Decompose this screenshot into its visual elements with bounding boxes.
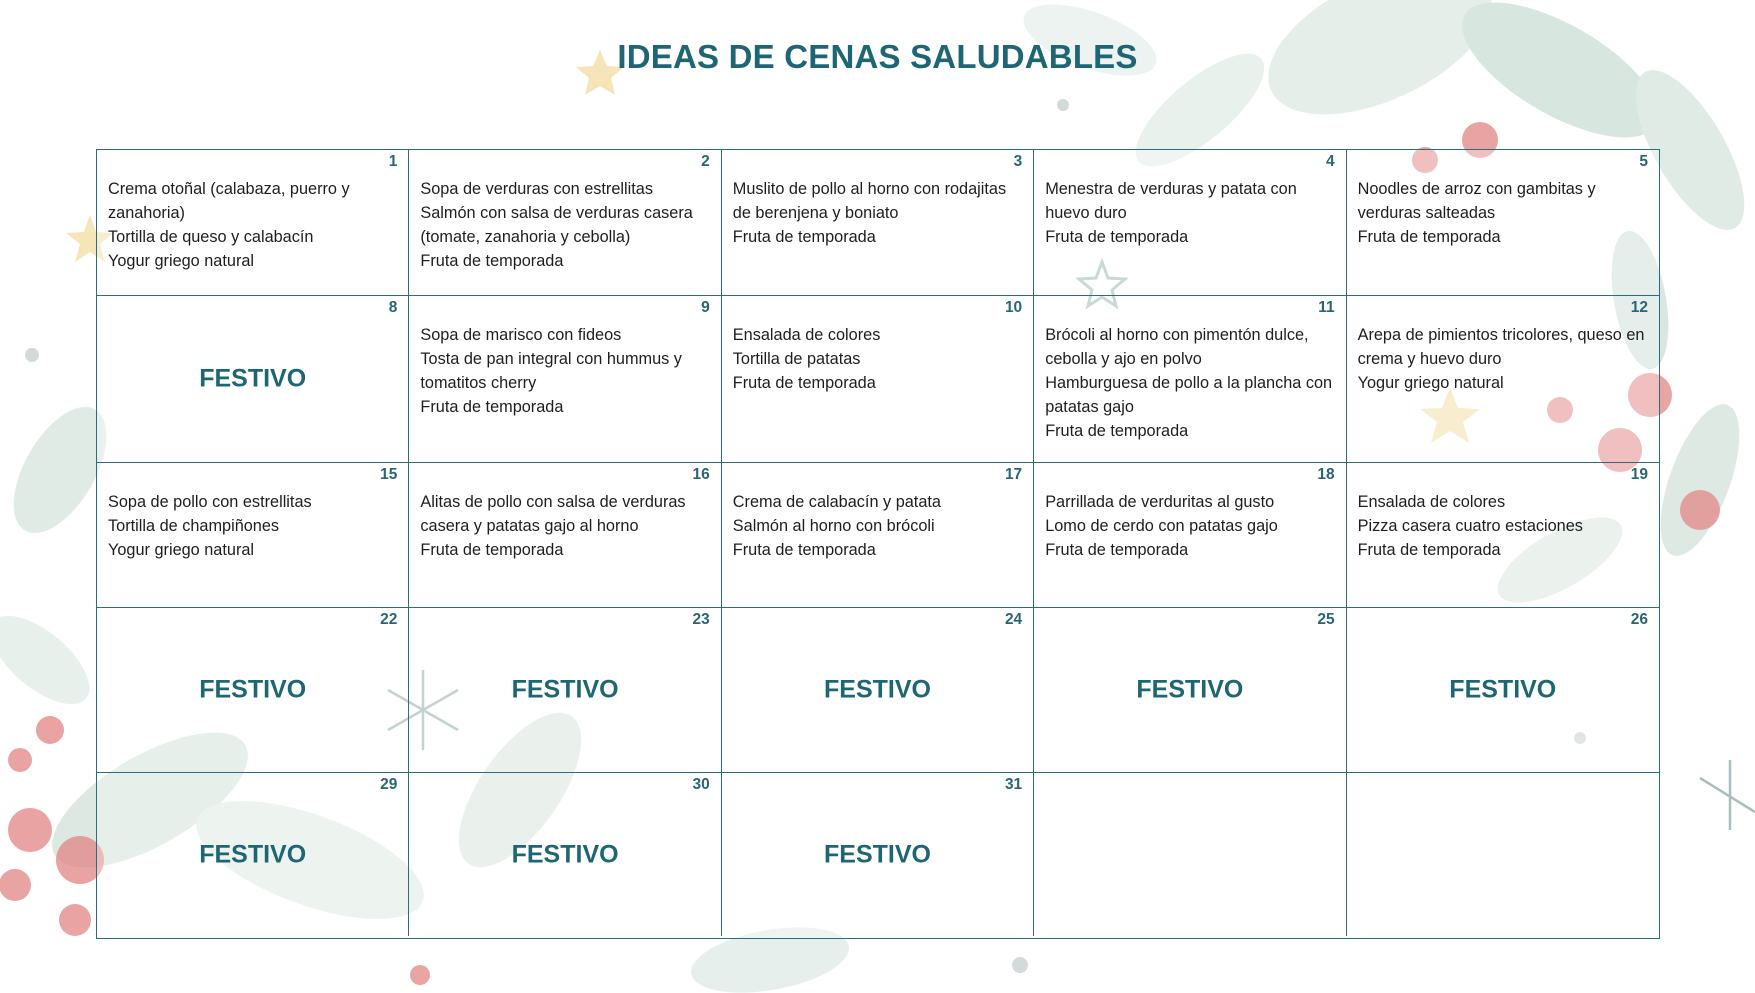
meal-item: Sopa de marisco con fideos [420, 326, 622, 344]
meal-item: Sopa de verduras con estrellitas [420, 180, 653, 198]
calendar-day-cell [97, 463, 409, 608]
day-number: 26 [1630, 611, 1648, 628]
calendar-day-cell [722, 463, 1034, 608]
day-number: 4 [1325, 153, 1335, 170]
meal-item: Yogur griego natural [108, 541, 255, 559]
day-number: 25 [1317, 611, 1335, 628]
meal-item: Fruta de temporada [1045, 422, 1189, 440]
calendar-day-cell [409, 296, 721, 463]
day-number: 5 [1639, 153, 1648, 170]
calendar-day-cell [409, 608, 721, 773]
calendar-day-cell [1034, 463, 1346, 608]
page-title: IDEAS DE CENAS SALUDABLES [617, 38, 1138, 75]
meal-item: Ensalada de colores [1357, 493, 1506, 511]
meal-item: Fruta de temporada [420, 541, 564, 559]
day-number: 30 [692, 776, 710, 793]
day-number: 17 [1004, 466, 1023, 483]
meal-item: Tortilla de champiñones [108, 517, 280, 535]
meal-item: Menestra de verduras y patata con huevo duro [1045, 180, 1297, 222]
meal-item: Tosta de pan integral con hummus y tomatitos cherry [420, 350, 682, 392]
festivo-label: FESTIVO [511, 675, 619, 704]
meal-item: Tortilla de queso y calabacín [108, 228, 314, 246]
festivo-label: FESTIVO [199, 840, 307, 868]
meal-item: Crema otoñal (calabaza, puerro y zanahoria) [108, 180, 350, 222]
day-number: 23 [692, 611, 710, 628]
calendar-day-cell [97, 773, 409, 936]
day-number: 19 [1630, 466, 1648, 483]
calendar-day-cell [97, 150, 409, 296]
day-number: 1 [388, 153, 398, 170]
festivo-label: FESTIVO [199, 364, 307, 393]
meal-item: Fruta de temporada [1045, 228, 1189, 246]
calendar-day-cell [97, 608, 409, 773]
festivo-label: FESTIVO [824, 840, 931, 868]
festivo-label: FESTIVO [1136, 675, 1244, 704]
meal-item: Fruta de temporada [1045, 541, 1189, 559]
meal-item: Ensalada de colores [732, 326, 881, 344]
calendar-day-cell [1347, 608, 1659, 773]
day-number: 9 [701, 299, 710, 316]
meal-item: Fruta de temporada [732, 374, 876, 392]
day-number: 29 [380, 776, 398, 793]
meal-item: Salmón con salsa de verduras casera (tomate, zanahoria y cebolla) [420, 204, 693, 246]
calendar-day-cell [722, 608, 1034, 773]
calendar-day-cell [722, 773, 1034, 936]
day-number: 31 [1004, 776, 1023, 793]
meal-item: Fruta de temporada [1357, 228, 1501, 246]
meal-item: Brócoli al horno con pimentón dulce, cebolla y ajo en polvo [1045, 326, 1309, 368]
meal-item: Yogur griego natural [1357, 374, 1504, 392]
calendar-day-cell [1347, 773, 1659, 936]
day-number: 11 [1318, 299, 1335, 316]
day-number: 24 [1004, 611, 1023, 628]
meal-item: Arepa de pimientos tricolores, queso en crema y huevo duro [1357, 326, 1645, 368]
meal-item: Fruta de temporada [732, 228, 876, 246]
day-number: 2 [701, 153, 710, 170]
meal-item: Fruta de temporada [732, 541, 876, 559]
day-number: 15 [380, 466, 398, 483]
calendar-day-cell [1034, 608, 1346, 773]
meal-item: Hamburguesa de pollo a la plancha con patatas gajo [1045, 374, 1333, 416]
festivo-label: FESTIVO [1449, 675, 1557, 704]
festivo-label: FESTIVO [824, 675, 931, 704]
calendar-day-cell [1347, 463, 1659, 608]
day-number: 22 [380, 611, 398, 628]
calendar-day-cell [1034, 773, 1346, 936]
calendar-day-cell [409, 463, 721, 608]
meal-item: Fruta de temporada [420, 398, 564, 416]
calendar-day-cell [722, 150, 1034, 296]
meal-item: Fruta de temporada [420, 252, 564, 270]
meal-item: Lomo de cerdo con patatas gajo [1045, 517, 1278, 535]
day-number: 10 [1004, 299, 1023, 316]
meal-item: Parrillada de verduritas al gusto [1045, 493, 1275, 511]
festivo-label: FESTIVO [199, 675, 307, 704]
calendar-day-cell [1034, 296, 1346, 463]
meal-item: Sopa de pollo con estrellitas [108, 493, 312, 511]
meal-item: Muslito de pollo al horno con rodajitas de berenjena y boniato [732, 180, 1007, 222]
calendar-day-cell [97, 296, 409, 463]
meal-item: Salmón al horno con brócoli [732, 517, 935, 535]
meal-item: Pizza casera cuatro estaciones [1357, 517, 1583, 535]
meal-item: Tortilla de patatas [732, 350, 861, 368]
calendar-day-cell [409, 150, 721, 296]
meal-item: Yogur griego natural [108, 252, 255, 270]
calendar-day-cell [1347, 296, 1659, 463]
day-number: 3 [1013, 153, 1023, 170]
menu-calendar-grid [96, 149, 1660, 939]
calendar-day-cell [722, 296, 1034, 463]
meal-item: Fruta de temporada [1357, 541, 1501, 559]
calendar-day-cell [1347, 150, 1659, 296]
day-number: 8 [388, 299, 398, 316]
meal-item: Alitas de pollo con salsa de verduras casera y patatas gajo al horno [420, 493, 686, 535]
festivo-label: FESTIVO [511, 840, 619, 868]
meal-item: Noodles de arroz con gambitas y verduras salteadas [1357, 180, 1596, 222]
day-number: 12 [1630, 299, 1648, 316]
meal-item: Crema de calabacín y patata [732, 493, 941, 511]
day-number: 16 [692, 466, 710, 483]
calendar-day-cell [409, 773, 721, 936]
calendar-day-cell [1034, 150, 1346, 296]
day-number: 18 [1317, 466, 1335, 483]
